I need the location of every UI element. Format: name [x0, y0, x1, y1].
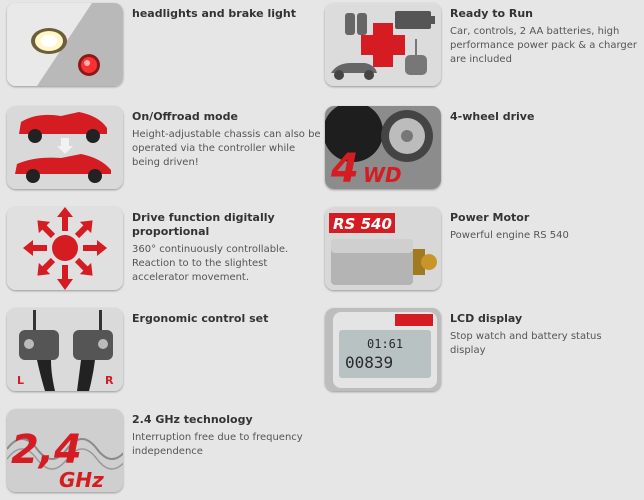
four-wd-badge-number: 4	[331, 146, 359, 189]
motor-icon	[325, 207, 441, 290]
left-controller-label: L	[17, 374, 25, 387]
feature-lcd-display	[318, 305, 636, 393]
feature-title: headlights and brake light	[132, 7, 296, 20]
controllers-icon	[7, 308, 123, 391]
feature-title: Ergonomic control set	[132, 312, 269, 325]
four-wheel-drive-icon	[325, 106, 441, 189]
feature-description: Powerful engine RS 540	[450, 230, 569, 241]
feature-description: Car, controls, 2 AA batteries, high performance power pack & a charger are included	[450, 26, 638, 65]
feature-control-set	[0, 305, 318, 393]
feature-on-offroad	[0, 103, 321, 191]
feature-description: Height-adjustable chassis can also be operated via the controller while being driven!	[132, 129, 321, 168]
feature-title: 2.4 GHz technology	[132, 413, 253, 426]
feature-headlights	[0, 0, 318, 88]
feature-title: Drive function digitally proportional	[132, 211, 275, 238]
feature-drive-function	[0, 204, 318, 292]
motor-badge: RS 540	[333, 215, 392, 233]
lcd-line-1: 01:61	[367, 337, 404, 351]
feature-title: 4-wheel drive	[450, 110, 535, 123]
lcd-line-2: 00839	[345, 353, 394, 372]
feature-title: On/Offroad mode	[132, 110, 238, 123]
drive-function-icon	[7, 207, 123, 290]
feature-ready-to-run	[318, 0, 636, 88]
feature-power-motor	[318, 204, 636, 292]
frequency-badge: 2,4	[11, 427, 82, 473]
frequency-icon	[7, 409, 123, 492]
four-wd-badge-suffix: WD	[363, 163, 402, 187]
feature-description: Stop watch and battery status display	[450, 331, 602, 356]
feature-frequency	[0, 406, 318, 494]
feature-description: 360° continuously controllable. Reaction to to the slightest accelerator movement.	[132, 244, 289, 283]
on-offroad-mode-icon	[7, 106, 123, 189]
feature-description: Interruption free due to frequency independence	[132, 432, 303, 457]
headlights-icon	[7, 3, 123, 86]
feature-four-wheel-drive	[318, 103, 636, 191]
feature-title: Power Motor	[450, 211, 530, 224]
feature-title: LCD display	[450, 312, 523, 325]
lcd-display-icon	[325, 308, 441, 391]
frequency-badge-unit: GHz	[59, 468, 104, 492]
right-controller-label: R	[105, 374, 114, 387]
ready-to-run-icon	[325, 3, 441, 86]
feature-title: Ready to Run	[450, 7, 534, 20]
